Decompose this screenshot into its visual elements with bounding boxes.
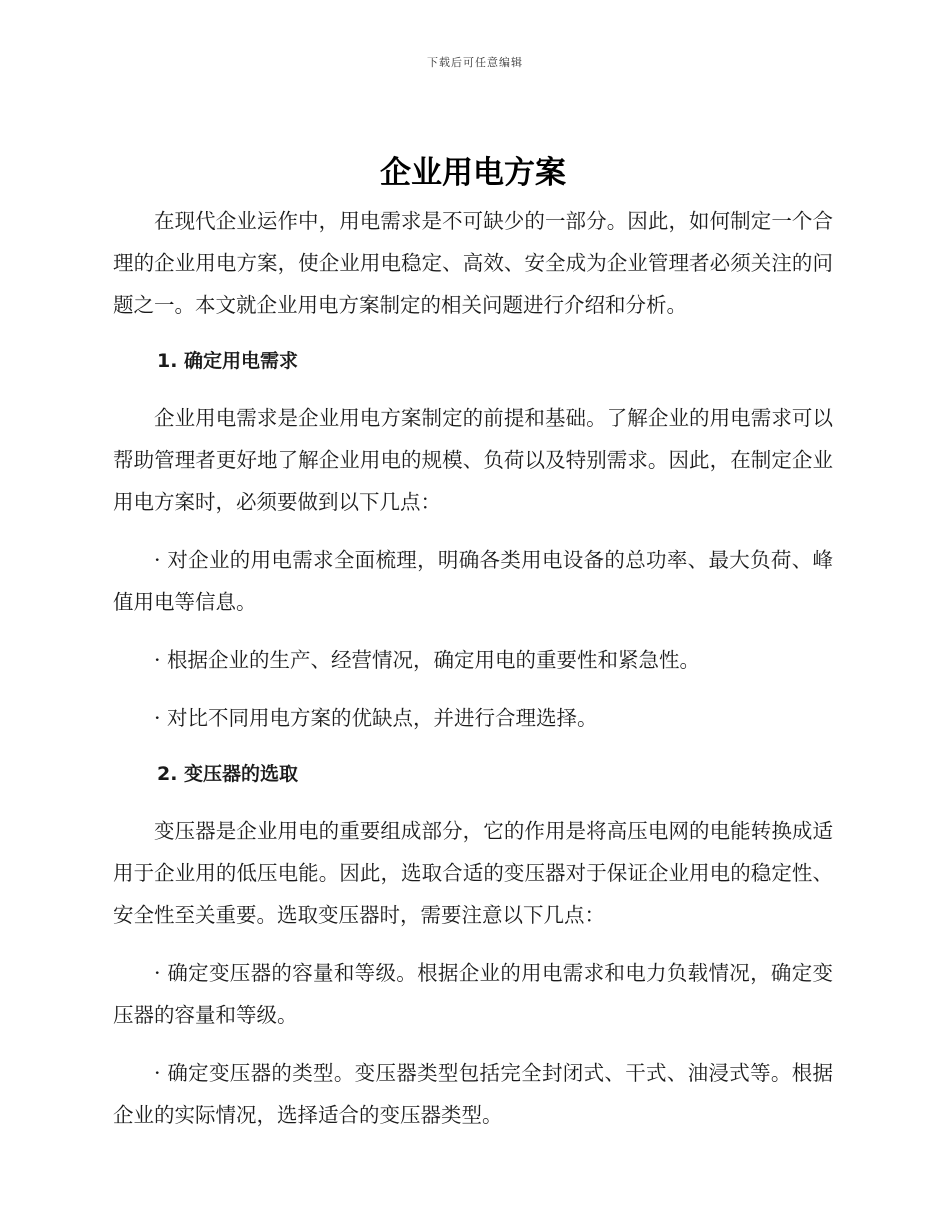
bullet-item: · 对比不同用电方案的优缺点，并进行合理选择。 xyxy=(154,706,598,730)
document-body xyxy=(113,148,833,1152)
section-heading: 1. 确定用电需求 xyxy=(157,350,299,372)
section-1 xyxy=(113,342,833,739)
section-2 xyxy=(113,755,833,1136)
header-note: 下载后可任意编辑 xyxy=(427,56,523,69)
section-paragraph: 企业用电需求是企业用电方案制定的前提和基础。了解企业的用电需求可以帮助管理者更好地了解企业用电的规模、负荷以及特别需求。因此，在制定企业用电方案时，必须要做到以下几点： xyxy=(113,406,833,514)
bullet-item: · 确定变压器的类型。变压器类型包括完全封闭式、干式、油浸式等。根据企业的实际情况，选择适合的变压器类型。 xyxy=(113,1061,833,1127)
bullet-item: · 根据企业的生产、经营情况，确定用电的重要性和紧急性。 xyxy=(154,648,701,672)
section-heading: 2. 变压器的选取 xyxy=(157,763,299,785)
intro-paragraph: 在现代企业运作中，用电需求是不可缺少的一部分。因此，如何制定一个合理的企业用电方案，使企业用电稳定、高效、安全成为企业管理者必须关注的问题之一。本文就企业用电方案制定的相关问题进行介绍和分析。 xyxy=(113,209,833,317)
bullet-item: · 确定变压器的容量和等级。根据企业的用电需求和电力负载情况，确定变压器的容量和等级。 xyxy=(113,961,833,1027)
bullet-item: · 对企业的用电需求全面梳理，明确各类用电设备的总功率、最大负荷、峰值用电等信息。 xyxy=(113,548,833,614)
section-paragraph: 变压器是企业用电的重要组成部分，它的作用是将高压电网的电能转换成适用于企业用的低压电能。因此，选取合适的变压器对于保证企业用电的稳定性、安全性至关重要。选取变压器时，需要注意以下几点： xyxy=(113,819,833,927)
document-title: 企业用电方案 xyxy=(380,155,566,191)
